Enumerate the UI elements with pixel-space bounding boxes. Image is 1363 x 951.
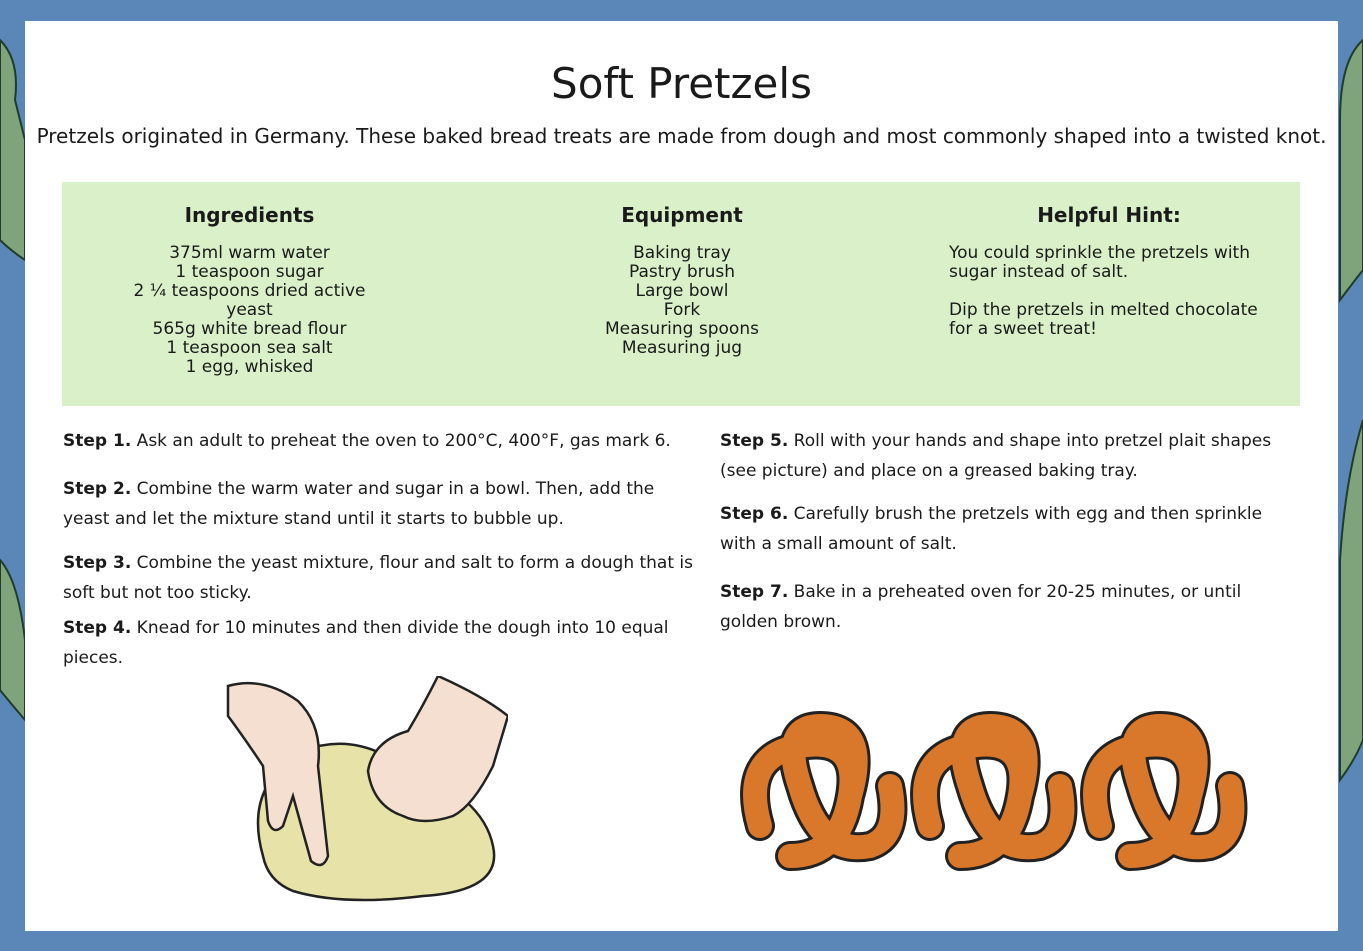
ingredient-item: 375ml warm water — [169, 243, 330, 263]
step-7: Step 7. Bake in a preheated oven for 20-25 minutes, or until golden brown. — [720, 582, 1242, 632]
equipment-item: Pastry brush — [628, 262, 736, 282]
info-panel — [62, 182, 1300, 406]
pretzel — [755, 726, 893, 856]
ingredient-item: 2 ¼ teaspoons dried active yeast — [133, 281, 366, 320]
pretzel — [1095, 726, 1233, 856]
hint-column — [949, 202, 1269, 358]
intro-text: Pretzels originated in Germany. These baked bread treats are made from dough and most commonly shaped into a twisted knot. — [36, 124, 1327, 148]
ingredient-item: 565g white bread flour — [152, 319, 347, 339]
step-1: Step 1. Ask an adult to preheat the oven to 200°C, 400°F, gas mark 6. — [63, 431, 671, 451]
land-right-top — [1340, 40, 1363, 300]
step-5: Step 5. Roll with your hands and shape into pretzel plait shapes (see picture) and place on a greased baking tray. — [720, 431, 1272, 481]
equipment-column — [582, 202, 782, 358]
ingredients-heading: Ingredients — [184, 203, 315, 227]
step-2: Step 2. Combine the warm water and sugar in a bowl. Then, add the yeast and let the mixture stand until it starts to bubble up. — [63, 479, 655, 529]
step-4: Step 4. Knead for 10 minutes and then divide the dough into 10 equal pieces. — [63, 618, 669, 668]
hint-item: Dip the pretzels in melted chocolate for a sweet treat! — [949, 300, 1258, 339]
step-6: Step 6. Carefully brush the pretzels with egg and then sprinkle with a small amount of salt. — [720, 504, 1263, 554]
equipment-heading: Equipment — [621, 203, 743, 227]
equipment-item: Fork — [663, 300, 701, 320]
land-right-mid — [1340, 420, 1363, 780]
equipment-item: Large bowl — [635, 281, 729, 301]
ingredients-column — [112, 202, 387, 377]
ingredient-item: 1 egg, whisked — [185, 357, 314, 377]
page-title: Soft Pretzels — [551, 59, 812, 108]
equipment-item: Measuring spoons — [605, 319, 759, 339]
land-left-top — [0, 40, 25, 260]
right-hand — [368, 676, 508, 821]
ingredient-item: 1 teaspoon sugar — [175, 262, 324, 282]
ingredient-item: 1 teaspoon sea salt — [166, 338, 333, 358]
equipment-item: Measuring jug — [621, 338, 743, 358]
pretzel — [925, 726, 1063, 856]
step-3: Step 3. Combine the yeast mixture, flour and salt to form a dough that is soft but not too sticky. — [63, 553, 694, 603]
hint-item: You could sprinkle the pretzels with sugar instead of salt. — [949, 243, 1250, 282]
recipe-card — [25, 21, 1338, 931]
kneading-dough-illustration — [223, 676, 508, 906]
hint-heading: Helpful Hint: — [1037, 203, 1181, 227]
pretzels-illustration — [740, 706, 1270, 886]
land-left-mid — [0, 560, 25, 720]
equipment-item: Baking tray — [633, 243, 731, 263]
